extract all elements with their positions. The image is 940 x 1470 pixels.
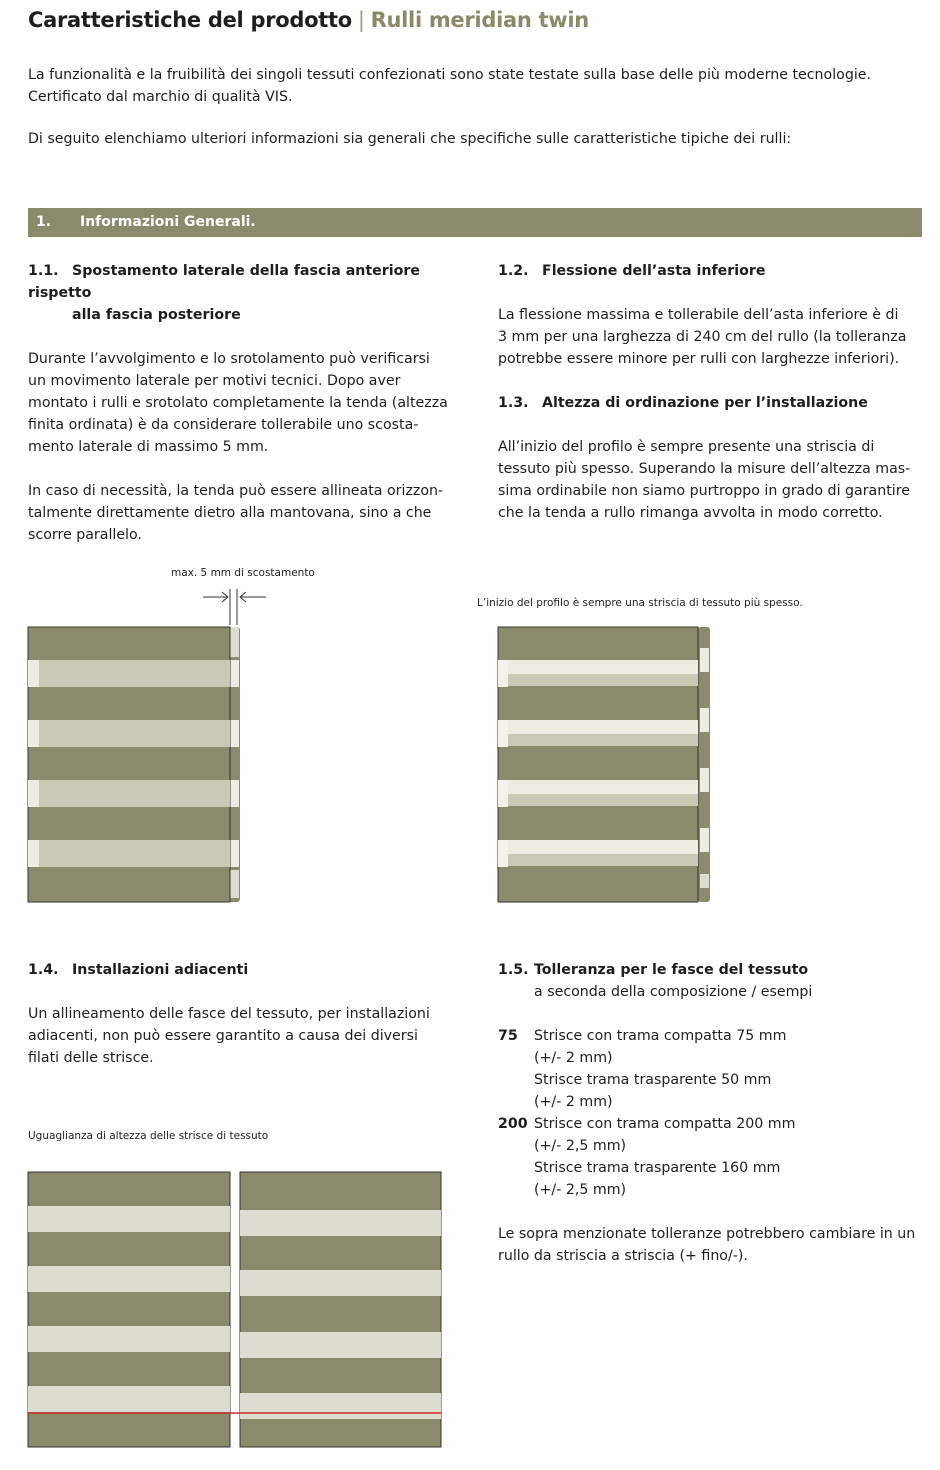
title-main: Caratteristiche del prodotto: [28, 8, 352, 32]
front-stripe-edge: [498, 720, 508, 747]
front-stripe-edge: [28, 660, 39, 687]
text-line: mento laterale di massimo 5 mm.: [28, 439, 269, 455]
front-fabric-panel: [28, 627, 230, 902]
left-fabric-panel: [28, 1172, 230, 1447]
text-line: adiacenti, non può essere garantito a causa dei diversi: [28, 1028, 418, 1044]
back-stripe: [700, 828, 709, 852]
tolerance-table: [498, 1025, 795, 1201]
section-title: Informazioni Generali.: [80, 214, 256, 230]
intro: [28, 64, 928, 150]
intro-line-1: La funzionalità e la fruibilità dei singoli tessuti confezionati sono state testate sulla base delle più moderne tecnologie.: [28, 67, 872, 83]
row-number: [498, 1135, 534, 1157]
intro-line-3: Di seguito elenchiamo ulteriori informazioni sia generali che specifiche sulle caratteristiche tipiche dei rulli:: [28, 131, 792, 147]
title-subtitle: Rulli meridian twin: [370, 8, 589, 32]
paragraph: [498, 436, 928, 524]
row-number: [498, 1069, 534, 1091]
row-number: 200: [498, 1116, 528, 1132]
row-text: (+/- 2,5 mm): [534, 1182, 627, 1198]
right-fabric-panel: [240, 1172, 441, 1447]
paragraph: [28, 1003, 468, 1069]
front-stripe-edge: [498, 660, 508, 687]
row-text: Strisce con trama compatta 200 mm: [534, 1116, 796, 1132]
subsection-number: 1.1.: [28, 263, 59, 279]
front-stripe-shadow: [498, 734, 698, 746]
figure-caption-shift: max. 5 mm di scostamento: [171, 567, 315, 579]
page-title: [28, 8, 589, 32]
table-row: [498, 1135, 795, 1157]
text-line: tessuto più spesso. Superando la misure dell’altezza mas-: [498, 461, 911, 477]
front-fabric-panel: [498, 627, 698, 902]
text-line: Le sopra menzionate tolleranze potrebbero cambiare in un: [498, 1226, 916, 1242]
back-stripe: [230, 720, 239, 747]
subsection-heading: [498, 959, 928, 981]
table-row: [498, 1069, 795, 1091]
title-separator: |: [357, 8, 365, 32]
front-stripe-shadow: [498, 794, 698, 806]
row-text: (+/- 2 mm): [534, 1094, 613, 1110]
text-line: All’inizio del profilo è sempre presente una striscia di: [498, 439, 875, 455]
stripe: [240, 1393, 441, 1419]
paragraph: [498, 1223, 928, 1267]
subsection-number: 1.3.: [498, 395, 529, 411]
row-number: [498, 1179, 534, 1201]
stripe: [240, 1270, 441, 1296]
text-line: In caso di necessità, la tenda può essere allineata orizzon-: [28, 483, 444, 499]
table-row: [498, 1025, 795, 1047]
text-line: scorre parallelo.: [28, 527, 142, 543]
subsection-number: 1.4.: [28, 962, 59, 978]
subsection-title: Flessione dell’asta inferiore: [542, 263, 766, 279]
subsection-number: 1.5.: [498, 962, 529, 978]
back-stripe: [230, 870, 239, 898]
back-stripe: [700, 768, 709, 792]
front-stripe: [498, 720, 698, 734]
subsection-heading: [498, 260, 928, 282]
arrow-head: [222, 592, 228, 602]
back-stripe: [230, 660, 239, 687]
paragraph: [28, 348, 468, 458]
subsection-title-line-2: alla fascia posteriore: [72, 307, 241, 323]
subsection-title-line-1: Spostamento laterale della fascia anteriore rispetto: [28, 263, 421, 301]
front-stripe: [498, 840, 698, 854]
front-stripe-shadow: [498, 854, 698, 866]
figure-caption-profile: L’inizio del profilo è sempre una striscia di tessuto più spesso.: [477, 597, 803, 609]
text-line: un movimento laterale per motivi tecnici. Dopo aver: [28, 373, 401, 389]
table-row: [498, 1157, 795, 1179]
subsection-title: Altezza di ordinazione per l’installazione: [542, 395, 868, 411]
text-line: Un allineamento delle fasce del tessuto, per installazioni: [28, 1006, 430, 1022]
front-stripe-edge: [498, 780, 508, 807]
subsection-title: Installazioni adiacenti: [72, 962, 249, 978]
front-stripe: [498, 660, 698, 674]
back-stripe: [230, 780, 239, 807]
front-stripe-edge: [498, 840, 508, 867]
text-line: sima ordinabile non siamo purtroppo in grado di garantire: [498, 483, 910, 499]
row-number: [498, 1091, 534, 1113]
section-number: 1.: [36, 214, 52, 230]
paragraph: [498, 304, 928, 370]
stripe: [240, 1332, 441, 1358]
back-fabric-panel: [698, 627, 710, 902]
front-stripe: [28, 840, 230, 867]
row-number: 75: [498, 1028, 518, 1044]
front-stripe: [28, 660, 230, 687]
figure-lateral-shift: [28, 589, 266, 902]
table-row: [498, 1113, 795, 1135]
text-line: La flessione massima e tollerabile dell’asta inferiore è di: [498, 307, 899, 323]
stripe: [28, 1326, 230, 1352]
subsection-1-5: [498, 959, 928, 1267]
table-row: [498, 1091, 795, 1113]
text-line: Durante l’avvolgimento e lo srotolamento può verificarsi: [28, 351, 430, 367]
section-header-general: [28, 208, 922, 237]
paragraph: [28, 480, 468, 546]
text-line: filati delle strisce.: [28, 1050, 154, 1066]
text-line: 3 mm per una larghezza di 240 cm del rullo (la tolleranza: [498, 329, 907, 345]
intro-line-2: Certificato dal marchio di qualità VIS.: [28, 89, 293, 105]
subsection-1-4: [28, 959, 468, 1069]
text-line: montato i rulli e srotolato completamente la tenda (altezza: [28, 395, 448, 411]
back-stripe: [230, 840, 239, 867]
back-stripe: [700, 874, 709, 888]
row-text: Strisce trama trasparente 50 mm: [534, 1072, 772, 1088]
subsection-heading: [28, 959, 468, 981]
text-line: finita ordinata) è da considerare tollerabile uno scosta-: [28, 417, 419, 433]
table-row: [498, 1179, 795, 1201]
text-line: rullo da striscia a striscia (+ fino/-).: [498, 1248, 748, 1264]
row-number: [498, 1157, 534, 1179]
front-stripe-edge: [28, 720, 39, 747]
row-number: [498, 1047, 534, 1069]
subsection-1-2: [498, 260, 928, 524]
back-stripe: [700, 708, 709, 732]
text-line: talmente direttamente dietro alla mantovana, sino a che: [28, 505, 432, 521]
front-stripe: [498, 780, 698, 794]
subsection-heading-1-3: [498, 392, 928, 414]
figure-profile-start: [498, 627, 710, 902]
front-stripe: [28, 720, 230, 747]
arrow-head: [240, 592, 246, 602]
stripe: [28, 1206, 230, 1232]
row-text: Strisce trama trasparente 160 mm: [534, 1160, 781, 1176]
text-line: potrebbe essere minore per rulli con larghezze inferiori).: [498, 351, 900, 367]
subsection-heading: [28, 260, 468, 326]
back-stripe: [700, 648, 709, 672]
front-stripe: [28, 780, 230, 807]
subsection-1-1: [28, 260, 468, 546]
stripe: [28, 1266, 230, 1292]
figure-caption-adjacent: Uguaglianza di altezza delle strisce di tessuto: [28, 1130, 269, 1142]
subsection-number: 1.2.: [498, 263, 529, 279]
back-stripe: [230, 627, 239, 657]
subsection-subtitle: a seconda della composizione / esempi: [534, 984, 813, 1000]
front-stripe-shadow: [498, 674, 698, 686]
subsection-title: Tolleranza per le fasce del tessuto: [534, 962, 809, 978]
table-row: [498, 1047, 795, 1069]
back-fabric-panel: [228, 627, 240, 902]
text-line: che la tenda a rullo rimanga avvolta in modo corretto.: [498, 505, 883, 521]
front-stripe-edge: [28, 840, 39, 867]
stripe: [240, 1210, 441, 1236]
front-stripe-edge: [28, 780, 39, 807]
row-text: Strisce con trama compatta 75 mm: [534, 1028, 787, 1044]
row-text: (+/- 2,5 mm): [534, 1138, 627, 1154]
row-text: (+/- 2 mm): [534, 1050, 613, 1066]
figure-adjacent-installations: [28, 1172, 441, 1447]
stripe: [28, 1386, 230, 1412]
